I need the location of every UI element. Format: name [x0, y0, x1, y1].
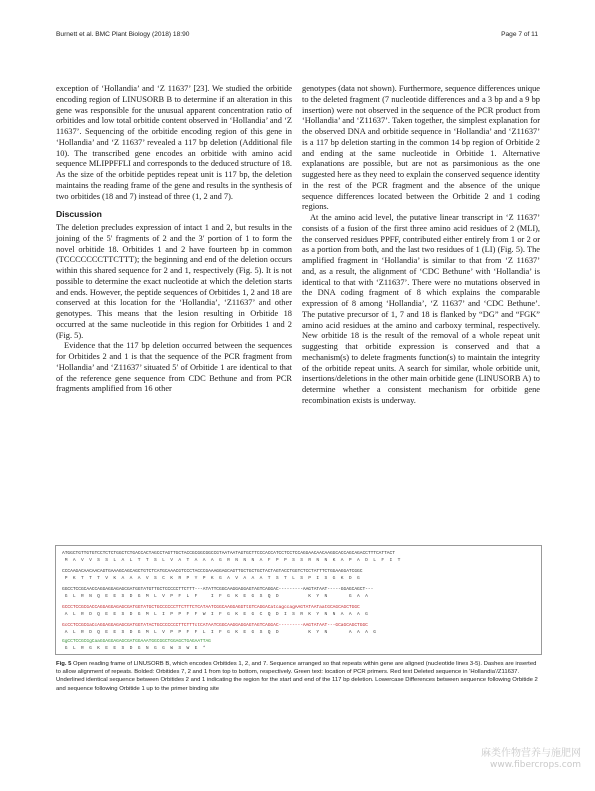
left-paragraph-3: Evidence that the 117 bp deletion occurred between the sequences for Orbitides 2 and 1 is that the sequence of the PCR fragment from ‘Hollandia’ and ‘Z11637’ situated 5′ of Orbitide 1 are identical to that of the reference gene sequence from CDC Bethune and from PCR fragments amplified from 16 other: [56, 341, 292, 394]
amino-acid-line: P K T T T V K A A A V S C K R P Y P K G A V A A A T S T L S P I S G K D G: [62, 576, 360, 581]
amino-acid-line: G L R G K E E S D G N G G W S W E *: [62, 646, 206, 651]
caption-text: Open reading frame of LINUSORB B, which encodes Orbitides 1, 2, and 7. Sequence arranged so that repeats within gene are aligned (nucleotide lines 3-5). Dashes are inserted to allow alignment of repeats. Bolded: Orbitides 7, 2 and 1 from top to bottom, respectively. Green text: location of PCR primers. Red text Deleted sequence in ‘Hollandia’/Z11637. Underlined identical sequence between Orbitides 2 and 1 indicating the region for the start and end of the 117 bp deletion. Lowercase Differences between sequence following Orbitide 2 and sequence following Orbitide 1 up to the primer binding site: [56, 661, 538, 692]
amino-acid-line: A L R D Q E E S D G M L I P P F F W I F G K E G C Q D I S R K Y N N A A A G: [62, 612, 368, 617]
deleted-sequence-line: GcCCTCCGCGaCcAGGAGGAGAGCGATGGTATACTGCCCCCCCTTCTTTctCATAATCGGCAAGGAGGAGTAGTCAGGAC---------AAGTATAAT---GCaGCAGCTGGC: [62, 623, 368, 628]
amino-acid-line: A L R D Q E E S D G M L V P P F F L I F G K E G S Q D K Y N A A A G: [62, 630, 376, 635]
primer-sequence-line: GgCCTCCGCGgCaaGGAGGAGAGCGATGGAAATGGCGGCTGGAGCTGAGAATTAG: [62, 639, 211, 644]
amino-acid-line: G L R N Q E E S D G M L V P F L F I F G K E G S Q D K Y N G A A: [62, 594, 368, 599]
sequence-line: ATGGCTGTTGTGTCCTCTCTGGCTCTGACCACTAGCCTAGTTGCTACCGCGGCGGCCGTAATAATAGTGCTTCCCACCATCCTCCTCCAGGAACAACAAGGCACCAGCAGACCTTTCATTACT: [62, 551, 395, 556]
sequence-line: CCCAAGACAACAACAGTGAAAGCAGCAGCTGTCTCATGCAAACGTCCCTACCCGAAAGGAGCAGTTGCTGCTGCTACTAGTACCTGGTCTCCTATTTCTGGAAGGATCGGC: [62, 569, 363, 574]
left-paragraph-1: exception of ‘Hollandia’ and ‘Z 11637’ [23]. We studied the orbitide encoding region of LINUSORB B to determine if an alteration in this gene was responsible for the unusual apparent concentration ratio of orbitides and low total orbitide content observed in ‘Hollandia’ and ‘Z 11637’. Sequencing of the orbitide encoding region of this gene in ‘Hollandia’ and ‘Z 11637’ revealed a 117 bp deletion (Additional file 10). The transcribed gene encodes an orbitide with amino acid sequence MLIPPFFLI and corresponds to the deduced structure of 18. As the size of the orbitide peptides repeat unit is 117 bp, the deletion maintains the reading frame of the gene and results in the synthesis of two orbitides (18 and 7) instead of three (1, 2 and 7).: [56, 84, 292, 201]
left-column: [56, 84, 292, 395]
running-header-citation: Burnett et al. BMC Plant Biology (2018) 18:90: [56, 31, 190, 38]
deleted-sequence-line: GCCCTCCGCGACCAGGAGGAGAGCGATGGTATGCTGCCCCCCTTCTTTCTCATAATCGGCAAGGAGGTtGTCAGGACatcagccagAAGTATAATaatGCAGCAGCTGGC: [62, 605, 360, 610]
right-paragraph-2: At the amino acid level, the putative linear transcript in ‘Z 11637’ consists of a fusion of the first three amino acid residues of 2 (MLI), the conserved residues PPFF, contributed either entirely from 1 or 2 or as a portion from both, and the last two residues of 1 (LI) (Fig. 5). The amplified fragment in ‘Hollandia’ is similar to that from ‘Z 11637’ and, as a result, the alignment of ‘CDC Bethune’ with ‘Hollandia’ is identical to that with ‘Z11637’. There were no mutations observed in the DNA coding fragment of 8 which explains the comparable expression of 8 among ‘Hollandia’, ‘Z 11637’ and ‘CDC Bethune’. The putative precursor of 1, 7 and 18 is flanked by “DG” and “FGK” amino acid residues at the amino and carboxy terminal, respectively. New orbitide 18 is the result of the removal of a whole repeat unit suggesting that orbitide expression is conserved and that a mechanism(s) to delete fragments function(s) to maintain the integrity of the orbitide repeat units. A search for similar, whole orbitide unit, insertions/deletions in the other main orbitide gene (LINUSORB A) to determine whether a consistent mechanism for orbitide gene recombination exists is underway.: [302, 213, 540, 405]
left-paragraph-2: The deletion precludes expression of intact 1 and 2, but results in the joining of the 5′ fragments of 2 and the 3′ portion of 1 to form the novel orbitide 18. Orbitides 1 and 2 have fourteen bp in common (TCCCCCCCTTCTTT); the beginning and end of the deletion occurs within this shared sequence for 2 and 1, respectively (Fig. 5). It is not possible to determine the exact nucleotide at which the deletion starts and ends. However, the peptide sequences of Orbitides 1, 2 and 18 are conserved at this location for the ‘Hollandia’, ‘Z11637’ and other genotypes. This means that the lesion resulting in Orbitide 18 occurred at the same nucleotide in this region for Orbitides 1 and 2 (Fig. 5).: [56, 223, 292, 340]
figure-5-sequence-alignment: [55, 545, 542, 655]
watermark-site-name: 麻类作物营养与施肥网: [481, 748, 581, 759]
section-heading-discussion: Discussion: [56, 209, 102, 220]
right-column: [302, 84, 540, 407]
right-paragraph-1: genotypes (data not shown). Furthermore, sequence differences unique to the deleted fragment (7 nucleotide differences and a 3 bp and a 9 bp insertion) were not observed in the sequence of the PCR product from ‘Hollandia’ and ‘Z11637’. Taken together, the simplest explanation for the observed DNA and orbitide sequence in ‘Hollandia’ and ‘Z11637’ is a 117 bp deletion starting in the common 14 bp region of Orbitide 2 and ending at the same nucleotide in Orbitide 1. Alternative explanations are possible, but are not as parsimonious as the one suggested here as they need to explain the conserved sequence identity in the rest of the PCR fragment and the absence of the unique sequence differences located between the Orbitide 2 and 1 coding regions.: [302, 84, 540, 212]
figure-5-caption: [56, 660, 541, 693]
page-number: Page 7 of 11: [501, 31, 538, 38]
sequence-line: GGCCTCCGCAACCAGGAGGAGAGCGATGGTATGTTGCTCCCCCTTCTTT---ATATTCGGCAAGGAGGAGTAGTCAGGAC---------AAGTATAAT-----GGAGCAGCT---: [62, 587, 374, 592]
amino-acid-line: M A V V S S L A L T T S L V A T A A A G R N N N A F P P S S R N N K A P A D L F I T: [62, 558, 401, 563]
watermark-url: www.fibercrops.com: [490, 760, 581, 770]
caption-label: Fig. 5: [56, 661, 72, 667]
